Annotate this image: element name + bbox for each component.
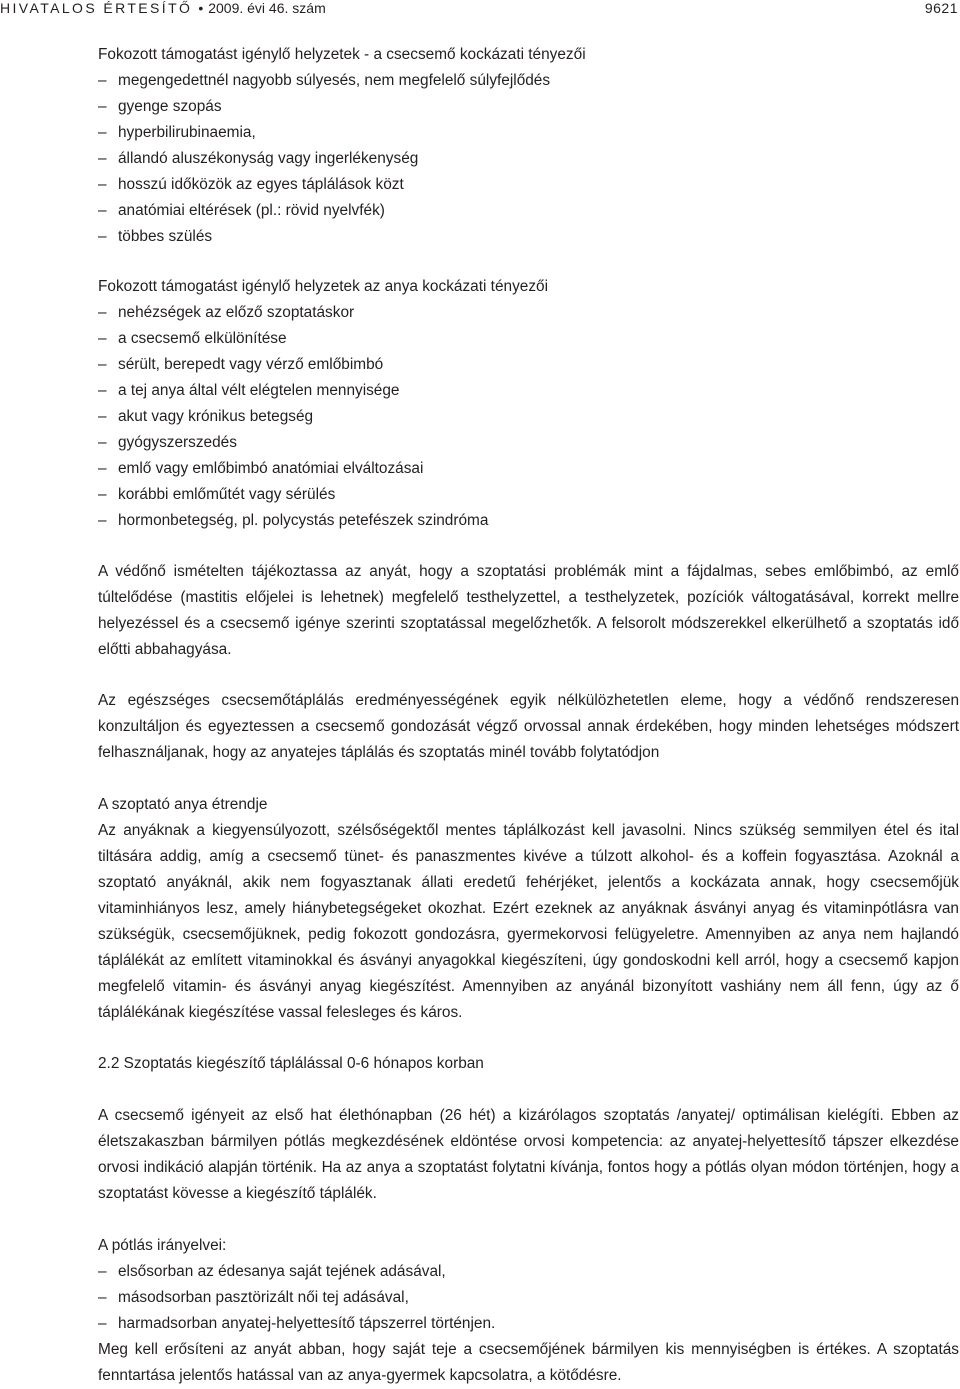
journal-title-line [0, 0, 326, 16]
page-number: 9621 [924, 0, 958, 16]
section-2-2-heading: 2.2 Szoptatás kiegészítő táplálással 0-6 hónapos korban [98, 1055, 484, 1072]
mother-risk-list [98, 300, 959, 534]
list-item: – nehézségek az előző szoptatáskor [98, 300, 959, 326]
mother-risk-heading: Fokozott támogatást igénylő helyzetek az anya kockázati tényezői [98, 278, 548, 295]
nurse-information-paragraph: A védőnő ismételten tájékoztassa az anyát, hogy a szoptatási problémák mint a fájdalmas, sebes emlőbimbó, az emlő túltelődése (mastitis előjelei is lehetnek) megfelelő testhelyzettel, a testhelyzetek, pozíciók váltogatásával, korrekt mellre helyezéssel és a csecsemő igénye szerinti szoptatással megelőzhetők. A felsorolt módszerekkel elkerülhető a szoptatás idő előtti abbahagyása. [98, 563, 959, 658]
issue-info: 2009. évi 46. szám [208, 0, 326, 16]
infant-risk-list [98, 68, 959, 250]
bullet-separator: • [198, 0, 204, 16]
journal-title: HIVATALOS ÉRTESÍTŐ [0, 0, 193, 16]
document-body [98, 42, 959, 1389]
supplement-guidelines-heading: A pótlás irányelvei: [98, 1237, 227, 1254]
closing-paragraph: Meg kell erősíteni az anyát abban, hogy saját teje a csecsemőjének bármilyen kis mennyiségben is értékes. A szoptatás fenntartása jelentős hatással van az anya-gyermek kapcsolatra, a kötődésre. [98, 1341, 959, 1384]
list-item: – hyperbilirubinaemia, [98, 120, 959, 146]
page-header [0, 0, 960, 22]
infant-risk-heading: Fokozott támogatást igénylő helyzetek - a csecsemő kockázati tényezői [98, 46, 586, 63]
list-item: – gyógyszerszedés [98, 430, 959, 456]
consultation-paragraph: Az egészséges csecsemőtáplálás eredményességének egyik nélkülözhetetlen eleme, hogy a védőnő rendszeresen konzultáljon és egyeztessen a csecsemő gondozását végző orvossal annak érdekében, hogy minden lehetséges módszert felhasználjanak, hogy az anyatejes táplálás és szoptatás minél tovább folytatódjon [98, 692, 959, 761]
list-item: – anatómiai eltérések (pl.: rövid nyelvfék) [98, 198, 959, 224]
list-item: – a tej anya által vélt elégtelen mennyisége [98, 378, 959, 404]
section-2-2-paragraph: A csecsemő igényeit az első hat élethónapban (26 hét) a kizárólagos szoptatás /anyatej/ optimálisan kielégíti. Ebben az életszakaszban bármilyen pótlás megkezdésének eldöntése orvosi kompetencia: az anyatej-helyettesítő tápszer elkezdése orvosi indikáció alapján történik. Ha az anya a szoptatást folytatni kívánja, fontos hogy a pótlás olyan módon történjen, hogy a szoptatást kövesse a kiegészítő táplálék. [98, 1107, 959, 1202]
diet-heading: A szoptató anya étrendje [98, 796, 268, 813]
list-item: – megengedettnél nagyobb súlyesés, nem megfelelő súlyfejlődés [98, 68, 959, 94]
list-item: – akut vagy krónikus betegség [98, 404, 959, 430]
list-item: – harmadsorban anyatej-helyettesítő tápszerrel történjen. [98, 1311, 959, 1337]
list-item: – hosszú időközök az egyes táplálások közt [98, 172, 959, 198]
list-item: – sérült, berepedt vagy vérző emlőbimbó [98, 352, 959, 378]
list-item: – állandó aluszékonyság vagy ingerlékenység [98, 146, 959, 172]
list-item: – többes szülés [98, 224, 959, 250]
list-item: – korábbi emlőműtét vagy sérülés [98, 482, 959, 508]
list-item: – elsősorban az édesanya saját tejének adásával, [98, 1259, 959, 1285]
list-item: – másodsorban pasztörizált női tej adásával, [98, 1285, 959, 1311]
list-item: – hormonbetegség, pl. polycystás petefészek szindróma [98, 508, 959, 534]
diet-paragraph: Az anyáknak a kiegyensúlyozott, szélsőségektől mentes táplálkozást kell javasolni. Nincs szükség semmilyen étel és ital tiltására addig, amíg a csecsemő tünet- és panaszmentes kivéve a túlzott alkohol- és a koffein fogyasztása. Azoknál a szoptató anyáknál, akik nem fogyasztanak állati eredetű fehérjéket, jelentős a kockázata annak, hogy csecsemőjük vitaminhiányos lesz, amely hiánybetegségeket okozhat. Ezért ezeknek az anyáknak ásványi anyag és vitaminpótlásra van szükségük, csecsemőjüknek, pedig fokozott gondozásra, gyermekorvosi felügyeletre. Amennyiben az anya nem hajlandó táplálékát az említett vitaminokkal és ásványi anyagokkal kiegészíteni, úgy gondoskodni kell arról, hogy a csecsemő kapjon megfelelő vitamin- és ásványi anyag kiegészítést. Amennyiben az anyánál bizonyított vashiány nem áll fenn, úgy az ő táplálékának kiegészítése vassal felesleges és káros. [98, 822, 959, 1021]
list-item: – a csecsemő elkülönítése [98, 326, 959, 352]
supplement-guidelines-list [98, 1259, 959, 1337]
list-item: – gyenge szopás [98, 94, 959, 120]
list-item: – emlő vagy emlőbimbó anatómiai elváltozásai [98, 456, 959, 482]
